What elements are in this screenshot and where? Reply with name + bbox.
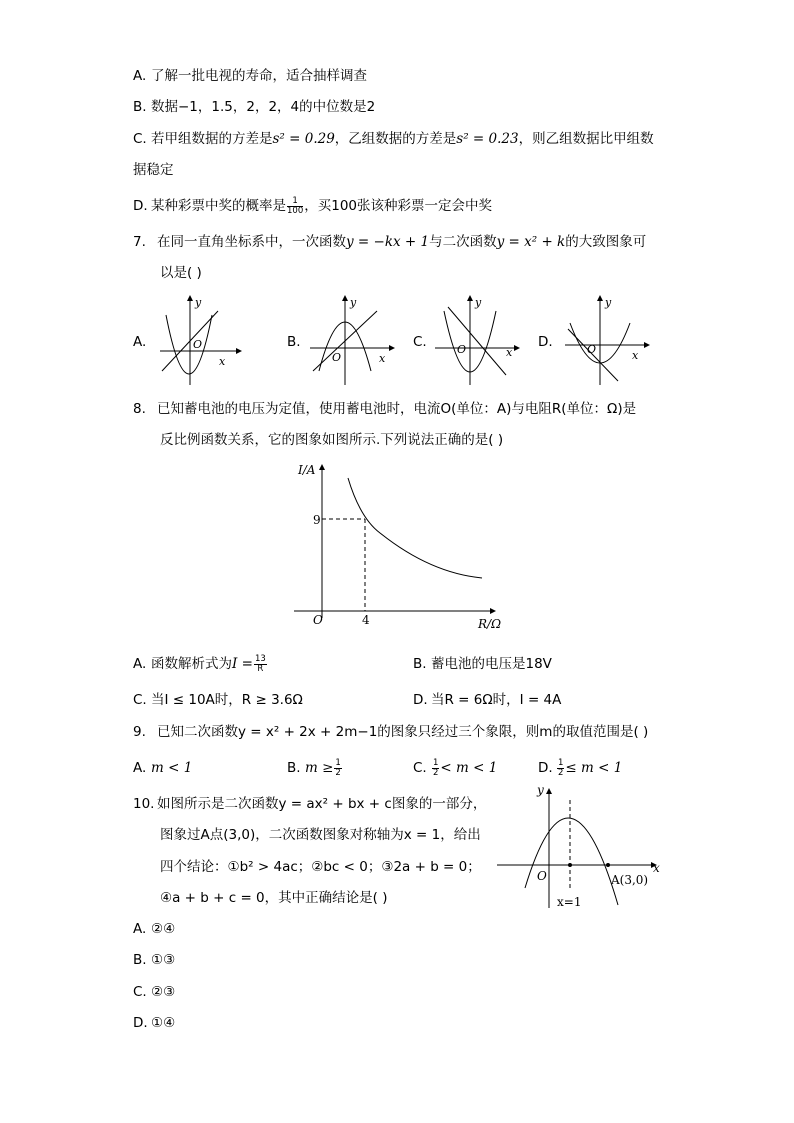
point-a-label: A(3,0): [611, 873, 649, 887]
q6-option-c: C. 若甲组数据的方差是s² = 0.29，乙组数据的方差是s² = 0.23，则乙组数据比甲组数: [133, 131, 654, 147]
q6-option-c-cont: 据稳定: [133, 162, 174, 178]
q7-label-b: B.: [287, 334, 301, 350]
q8-stem-cont: 反比例函数关系，它的图象如图所示.下列说法正确的是( ): [160, 432, 504, 448]
q8-option-d: D. 当R = 6Ω时，I = 4A: [413, 692, 562, 708]
axis-x-label: x: [379, 352, 386, 365]
x-tick-label: 4: [362, 613, 370, 627]
axis-y-label: y: [475, 296, 482, 309]
q7-stem-cont: 以是( ): [160, 265, 202, 281]
symmetry-axis-label: x=1: [557, 895, 582, 909]
q10-option-a: A. ②④: [133, 921, 176, 937]
origin-label: O: [537, 869, 547, 883]
q10-option-c: C. ②③: [133, 984, 176, 1000]
axis-y-label: y: [195, 296, 202, 309]
q10-stem-2: 图象过A点(3,0)，二次函数图象对称轴为x = 1，给出: [160, 827, 481, 843]
q10-option-b: B. ①③: [133, 952, 176, 968]
q6-option-a: A. 了解一批电视的寿命，适合抽样调查: [133, 68, 367, 84]
origin-label: O: [587, 343, 597, 356]
axis-y-label: I/A: [298, 463, 316, 477]
q10-stem-3: 四个结论：①b² > 4ac；②bc < 0；③2a + b = 0；: [160, 859, 481, 875]
q10-stem: 10. 如图所示是二次函数y = ax² + bx + c图象的一部分，: [133, 796, 487, 812]
q9-option-b: B. m ≥ $\frac{1}{2}$: [287, 757, 341, 778]
q7-graph-a: [152, 293, 242, 388]
origin-label: O: [313, 613, 323, 627]
q7-stem: 7. 在同一直角坐标系中，一次函数y = −kx + 1与二次函数y = x² + k的大致图象可: [133, 234, 647, 250]
q7-label-a: A.: [133, 334, 147, 350]
axis-y-label: y: [605, 296, 612, 309]
q7-graph-d: [560, 293, 650, 388]
origin-label: O: [332, 351, 342, 364]
q10-option-d: D. ①④: [133, 1015, 176, 1031]
axis-y-label: y: [537, 783, 544, 797]
fraction: $\frac{1}{2}$: [558, 757, 564, 778]
fraction: $\frac{1}{2}$: [335, 757, 341, 778]
q9-option-d: D. $\frac{1}{2}$ ≤ m < 1: [538, 757, 623, 778]
q8-stem: 8. 已知蓄电池的电压为定值，使用蓄电池时，电流O(单位：A)与电阻R(单位：Ω)是: [133, 401, 637, 417]
axis-x-label: x: [219, 355, 226, 368]
q7-label-c: C.: [413, 334, 427, 350]
q10-graph: [495, 780, 665, 910]
q8-graph: [290, 458, 510, 638]
axis-y-label: y: [350, 296, 357, 309]
q9-option-a: A. m < 1: [133, 760, 193, 776]
fraction: $\frac{1}{2}$: [433, 757, 439, 778]
q9-stem: 9. 已知二次函数y = x² + 2x + 2m−1的图象只经过三个象限，则m的取值范围是( ): [133, 724, 649, 740]
q9-option-c: C. $\frac{1}{2}$ < m < 1: [413, 757, 498, 778]
q6-option-d: D. 某种彩票中奖的概率是 $\frac{1}{100}$ ，买100张该种彩票一定会中奖: [133, 195, 493, 216]
fraction: $\frac{1}{100}$: [287, 195, 304, 216]
q8-option-c: C. 当I ≤ 10A时，R ≥ 3.6Ω: [133, 692, 303, 708]
y-tick-label: 9: [313, 513, 321, 527]
q8-option-b: B. 蓄电池的电压是18V: [413, 656, 552, 672]
fraction: $\frac{13}{R}$: [254, 653, 266, 674]
origin-label: O: [193, 338, 203, 351]
q7-graph-b: [305, 293, 395, 388]
q6-option-b: B. 数据−1，1.5，2，2，4的中位数是2: [133, 99, 376, 115]
q7-graph-c: [430, 293, 520, 388]
origin-label: O: [457, 343, 467, 356]
q7-label-d: D.: [538, 334, 553, 350]
axis-x-label: R/Ω: [478, 617, 502, 631]
q8-option-a: A. 函数解析式为I = $\frac{13}{R}$: [133, 653, 266, 674]
q10-stem-4: ④a + b + c = 0，其中正确结论是( ): [160, 890, 388, 906]
axis-x-label: x: [653, 861, 660, 875]
axis-x-label: x: [632, 349, 639, 362]
axis-x-label: x: [506, 346, 513, 359]
